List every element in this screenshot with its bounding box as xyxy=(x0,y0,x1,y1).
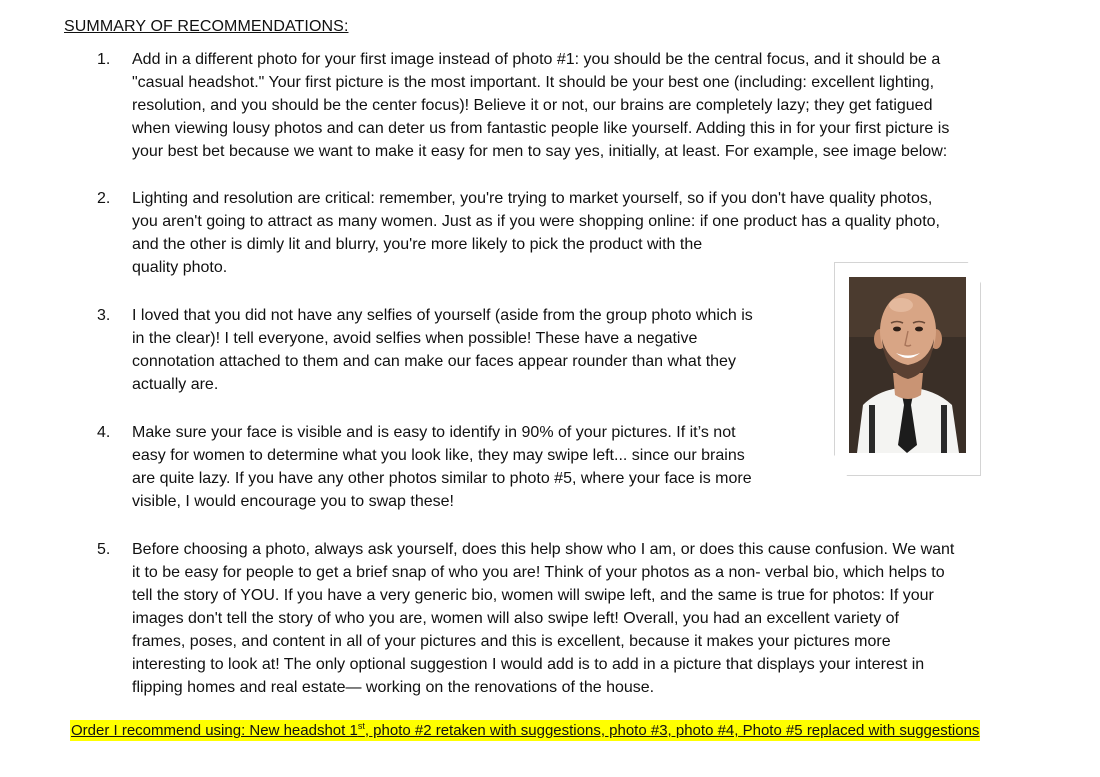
item-number: 1. xyxy=(97,51,111,68)
highlight-superscript: st xyxy=(357,721,365,731)
page-heading: SUMMARY OF RECOMMENDATIONS: xyxy=(64,18,349,35)
text-line: interesting to look at! The only optional suggestion I would add is to add in a picture that displays your interest in xyxy=(132,656,925,673)
headshot-photo-frame xyxy=(834,262,981,476)
recommended-order-highlight xyxy=(70,720,980,741)
text-line: Make sure your face is visible and is easy to identify in 90% of your pictures. If it’s not xyxy=(132,424,736,441)
text-line: quality photo. xyxy=(132,259,228,276)
text-line: images don't tell the story of who you are, women will also swipe left! Overall, you had an excellent variety of xyxy=(132,610,899,627)
text-line: Before choosing a photo, always ask yourself, does this help show who I am, or does this cause confusion. We want xyxy=(132,541,955,558)
text-line: tell the story of YOU. If you have a very generic bio, women will swipe left, and the same is true for photos: If your xyxy=(132,587,934,604)
text-line: it to be easy for people to get a brief snap of who you are! Think of your photos as a non- verbal bio, which helps to xyxy=(132,564,945,581)
text-line: your best bet because we want to make it easy for men to say yes, initially, at least. For example, see image below: xyxy=(132,143,948,160)
headshot-illustration xyxy=(849,277,966,453)
text-line: "casual headshot." Your first picture is the most important. It should be your best one (including: excellent lighting, xyxy=(132,74,935,91)
text-line: Lighting and resolution are critical: remember, you're trying to market yourself, so if you don't have quality photos, xyxy=(132,190,933,207)
text-line: Add in a different photo for your first image instead of photo #1: you should be the central focus, and it should be a xyxy=(132,51,941,68)
item-text xyxy=(132,187,940,279)
text-line: when viewing lousy photos and can deter us from fantastic people like yourself. Adding this in for your first picture is xyxy=(132,120,950,137)
item-number: 5. xyxy=(97,541,111,558)
text-line: in the clear)! I tell everyone, avoid selfies when possible! These have a negative xyxy=(132,330,698,347)
text-line: flipping homes and real estate— working on the renovations of the house. xyxy=(132,679,655,696)
text-line: and the other is dimly lit and blurry, you're more likely to pick the product with the xyxy=(132,236,703,253)
text-line: I loved that you did not have any selfies of yourself (aside from the group photo which is xyxy=(132,307,753,324)
text-line: resolution, and you should be the center focus)! Believe it or not, our brains are completely lazy; they get fatigued xyxy=(132,97,933,114)
item-number: 2. xyxy=(97,190,111,207)
item-text xyxy=(132,421,752,513)
text-line: connotation attached to them and can make our faces appear rounder than what they xyxy=(132,353,736,370)
text-line: frames, poses, and content in all of your pictures and this is excellent, because it makes your pictures more xyxy=(132,633,891,650)
text-line: you aren't going to attract as many women. Just as if you were shopping online: if one product has a quality photo, xyxy=(132,213,940,230)
item-text xyxy=(132,304,753,396)
text-line: actually are. xyxy=(132,376,219,393)
headshot-photo xyxy=(849,277,966,453)
highlight-text-end: , photo #2 retaken with suggestions, photo #3, photo #4, Photo #5 replaced with suggestions xyxy=(364,722,980,739)
highlight-text-start: Order I recommend using: New headshot 1 xyxy=(71,722,358,739)
item-text xyxy=(132,538,954,699)
text-line: easy for women to determine what you look like, they may swipe left... since our brains xyxy=(132,447,745,464)
text-line: visible, I would encourage you to swap these! xyxy=(132,493,454,510)
item-number: 4. xyxy=(97,424,111,441)
item-text xyxy=(132,48,949,163)
item-number: 3. xyxy=(97,307,111,324)
text-line: are quite lazy. If you have any other photos similar to photo #5, where your face is more xyxy=(132,470,752,487)
